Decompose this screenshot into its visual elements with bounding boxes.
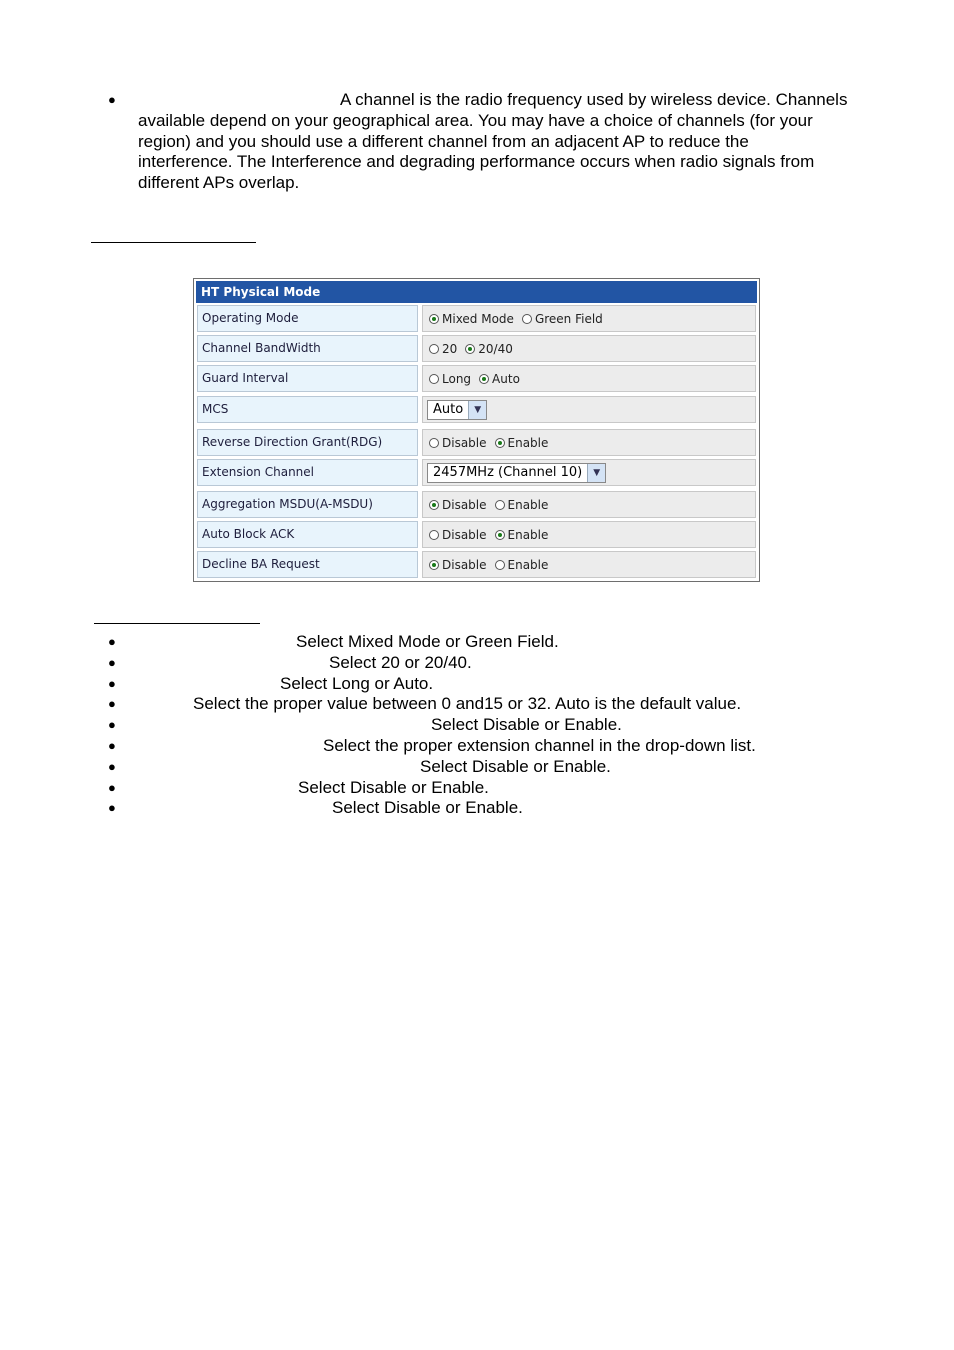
radio-label: Enable bbox=[507, 497, 549, 512]
settings-row bbox=[196, 429, 757, 458]
radio-option[interactable] bbox=[465, 342, 513, 356]
settings-row bbox=[196, 521, 757, 550]
definition-text: Select Long or Auto. bbox=[280, 673, 434, 693]
bullet-glyph: ● bbox=[108, 634, 116, 649]
row-label: Channel BandWidth bbox=[197, 335, 418, 362]
radio-option[interactable] bbox=[495, 436, 549, 450]
definitions-heading-underline bbox=[94, 623, 260, 624]
row-value bbox=[422, 491, 756, 518]
settings-row bbox=[196, 551, 757, 580]
panel-title: HT Physical Mode bbox=[196, 281, 757, 303]
radio-unchecked-icon[interactable] bbox=[522, 314, 532, 324]
definition-text: Select 20 or 20/40. bbox=[329, 652, 472, 672]
row-label: Extension Channel bbox=[197, 459, 418, 486]
row-value bbox=[422, 396, 756, 423]
bullet-glyph: ● bbox=[108, 737, 116, 753]
row-label: Auto Block ACK bbox=[197, 521, 418, 548]
bullet-glyph: ● bbox=[108, 696, 116, 712]
radio-option[interactable] bbox=[495, 528, 549, 542]
radio-option[interactable] bbox=[429, 342, 457, 356]
settings-row bbox=[196, 459, 757, 488]
row-value bbox=[422, 365, 756, 392]
definition-item bbox=[108, 798, 868, 819]
heading-underline bbox=[91, 242, 256, 243]
definition-item bbox=[108, 653, 868, 674]
radio-option[interactable] bbox=[429, 312, 514, 326]
radio-checked-icon[interactable] bbox=[495, 438, 505, 448]
definition-item bbox=[108, 757, 868, 778]
bullet-glyph: ● bbox=[108, 675, 116, 691]
definitions-list bbox=[108, 632, 868, 819]
definition-text: Select Disable or Enable. bbox=[298, 777, 489, 797]
settings-row bbox=[196, 491, 757, 520]
radio-label: Enable bbox=[507, 527, 549, 542]
radio-option[interactable] bbox=[495, 498, 549, 512]
ht-physical-mode-panel bbox=[193, 278, 760, 582]
radio-label: Disable bbox=[442, 557, 487, 572]
radio-checked-icon[interactable] bbox=[495, 530, 505, 540]
row-label: Decline BA Request bbox=[197, 551, 418, 578]
definition-item bbox=[108, 715, 868, 736]
row-value bbox=[422, 459, 756, 486]
settings-row bbox=[196, 396, 757, 425]
definition-text: Select Disable or Enable. bbox=[420, 756, 611, 776]
row-value bbox=[422, 429, 756, 456]
radio-label: 20/40 bbox=[478, 341, 513, 356]
row-value bbox=[422, 335, 756, 362]
radio-label: Disable bbox=[442, 435, 487, 450]
radio-option[interactable] bbox=[429, 528, 487, 542]
row-value bbox=[422, 305, 756, 332]
definition-item bbox=[108, 778, 868, 799]
definition-item bbox=[108, 632, 868, 653]
chevron-down-icon[interactable]: ▼ bbox=[587, 464, 605, 482]
definition-item bbox=[108, 694, 868, 715]
row-label: Operating Mode bbox=[197, 305, 418, 332]
definition-text: Select Disable or Enable. bbox=[431, 715, 622, 735]
radio-label: Green Field bbox=[534, 311, 603, 326]
intro-paragraph: A channel is the radio frequency used by wireless device. Channels available depend on your geographical area. You may have a choice of channels (for your region) and you should use a different channel from an adjacent AP to reduce the interference. The Interference and degrading performance occurs when radio signals from different APs overlap. bbox=[138, 90, 848, 193]
dropdown-select[interactable] bbox=[427, 400, 487, 420]
radio-unchecked-icon[interactable] bbox=[429, 344, 439, 354]
radio-checked-icon[interactable] bbox=[465, 344, 475, 354]
radio-label: Enable bbox=[507, 435, 549, 450]
radio-label: Mixed Mode bbox=[442, 311, 514, 326]
bullet-glyph: ● bbox=[108, 654, 116, 670]
row-label: Aggregation MSDU(A-MSDU) bbox=[197, 491, 418, 518]
radio-checked-icon[interactable] bbox=[429, 560, 439, 570]
radio-unchecked-icon[interactable] bbox=[429, 438, 439, 448]
row-value bbox=[422, 551, 756, 578]
settings-row bbox=[196, 305, 757, 334]
definition-text: Select the proper value between 0 and15 or 32. Auto is the default value. bbox=[193, 694, 742, 714]
settings-row bbox=[196, 365, 757, 394]
radio-label: 20 bbox=[442, 341, 458, 356]
bullet-glyph: ● bbox=[108, 800, 116, 816]
radio-checked-icon[interactable] bbox=[429, 314, 439, 324]
bullet-glyph: ● bbox=[108, 717, 116, 733]
dropdown-value: 2457MHz (Channel 10) bbox=[433, 465, 583, 480]
radio-checked-icon[interactable] bbox=[429, 500, 439, 510]
definition-item bbox=[108, 674, 868, 695]
radio-option[interactable] bbox=[429, 558, 487, 572]
radio-label: Long bbox=[442, 371, 472, 386]
radio-unchecked-icon[interactable] bbox=[495, 500, 505, 510]
radio-unchecked-icon[interactable] bbox=[429, 530, 439, 540]
bullet-glyph: ● bbox=[108, 779, 116, 795]
bullet-glyph: ● bbox=[108, 92, 116, 107]
definition-item bbox=[108, 736, 868, 757]
radio-option[interactable] bbox=[429, 436, 487, 450]
bullet-glyph: ● bbox=[108, 758, 116, 774]
radio-unchecked-icon[interactable] bbox=[495, 560, 505, 570]
settings-row bbox=[196, 335, 757, 364]
row-label: Guard Interval bbox=[197, 365, 418, 392]
radio-option[interactable] bbox=[479, 372, 520, 386]
radio-option[interactable] bbox=[429, 498, 487, 512]
radio-unchecked-icon[interactable] bbox=[429, 374, 439, 384]
intro-bullet bbox=[108, 90, 848, 194]
row-value bbox=[422, 521, 756, 548]
radio-label: Auto bbox=[492, 371, 520, 386]
radio-option[interactable] bbox=[522, 312, 603, 326]
radio-option[interactable] bbox=[495, 558, 549, 572]
definition-text: Select Mixed Mode or Green Field. bbox=[296, 632, 559, 651]
radio-label: Disable bbox=[442, 527, 487, 542]
dropdown-select[interactable] bbox=[427, 463, 606, 483]
chevron-down-icon[interactable]: ▼ bbox=[468, 401, 486, 419]
row-label: Reverse Direction Grant(RDG) bbox=[197, 429, 418, 456]
row-label: MCS bbox=[197, 396, 418, 423]
radio-option[interactable] bbox=[429, 372, 471, 386]
definition-text: Select Disable or Enable. bbox=[332, 798, 523, 818]
radio-label: Enable bbox=[507, 557, 549, 572]
radio-checked-icon[interactable] bbox=[479, 374, 489, 384]
radio-label: Disable bbox=[442, 497, 487, 512]
dropdown-value: Auto bbox=[433, 402, 464, 417]
definition-text: Select the proper extension channel in the drop-down list. bbox=[323, 735, 756, 755]
